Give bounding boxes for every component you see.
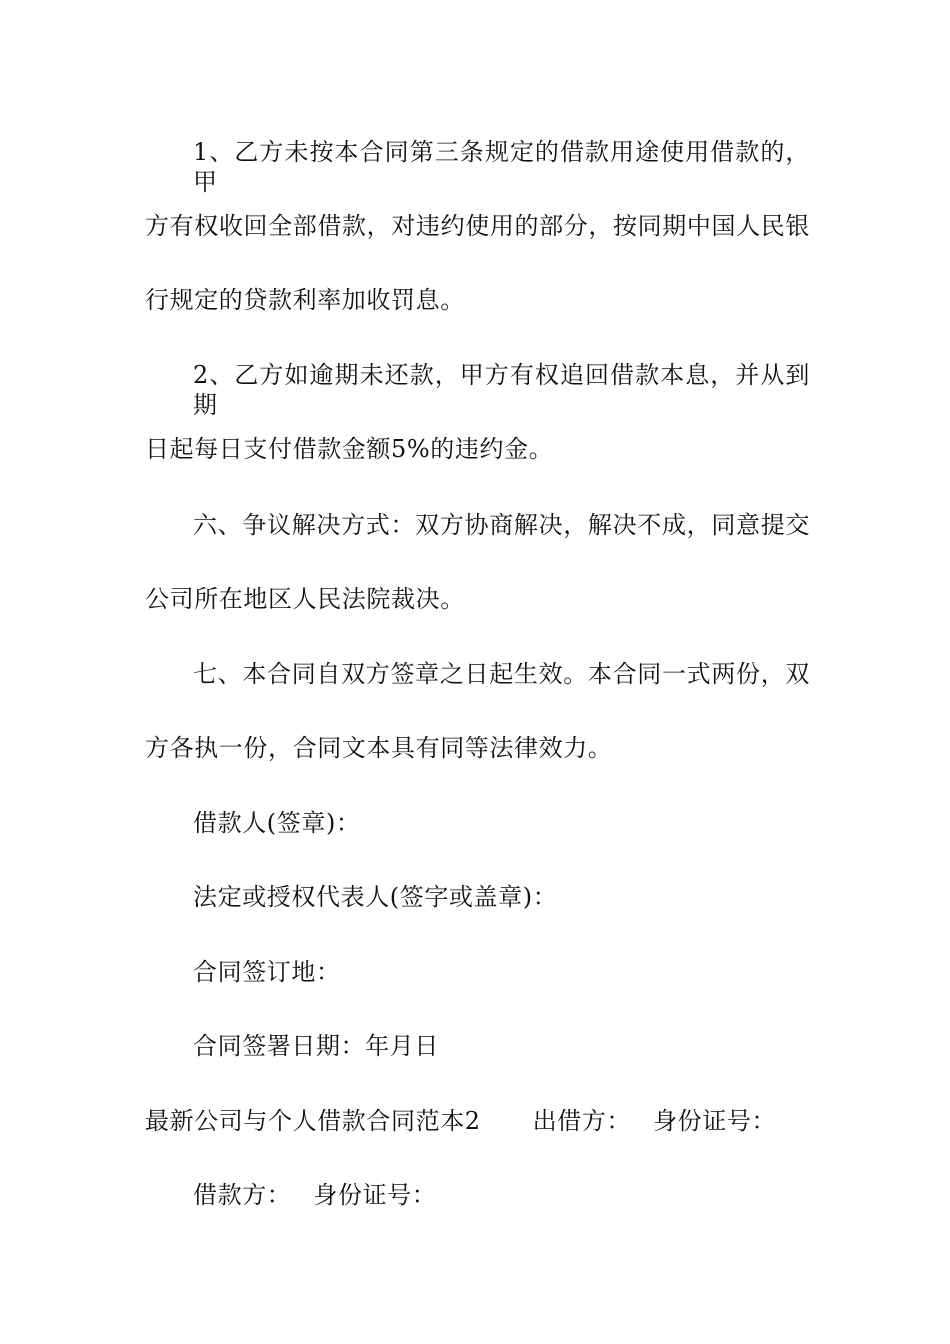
lender-label: 出借方： — [532, 1107, 632, 1135]
next-contract-title: 最新公司与个人借款合同范本2 — [145, 1107, 481, 1135]
clause-1-line-3: 行规定的贷款利率加收罚息。 — [145, 286, 465, 314]
article-7-line-2: 方各执一份，合同文本具有同等法律效力。 — [145, 734, 613, 762]
signing-place-label: 合同签订地： — [193, 958, 341, 986]
clause-2-line-2: 日起每日支付借款金额5%的违约金。 — [145, 435, 554, 463]
borrower-label: 借款方： — [193, 1181, 292, 1209]
clause-1-line-1: 1、乙方未按本合同第三条规定的借款用途使用借款的，甲 — [193, 138, 810, 196]
article-7-line-1: 七、本合同自双方签章之日起生效。本合同一式两份，双 — [193, 660, 810, 688]
borrower-info-line — [193, 1180, 810, 1210]
clause-2-line-1: 2、乙方如逾期未还款，甲方有权追回借款本息，并从到期 — [193, 361, 810, 419]
article-6-line-2: 公司所在地区人民法院裁决。 — [145, 585, 465, 613]
article-6-line-1: 六、争议解决方式：双方协商解决，解决不成，同意提交 — [193, 511, 810, 539]
next-contract-header-line — [145, 1106, 810, 1136]
borrower-signature-label: 借款人(签章)： — [193, 809, 361, 837]
borrower-id-label: 身份证号： — [313, 1181, 437, 1209]
legal-representative-label: 法定或授权代表人(签字或盖章)： — [193, 883, 558, 911]
clause-1-line-2: 方有权收回全部借款，对违约使用的部分，按同期中国人民银 — [145, 212, 810, 240]
lender-id-label: 身份证号： — [653, 1107, 777, 1135]
signing-date-label: 合同签署日期：年月日 — [193, 1032, 439, 1060]
